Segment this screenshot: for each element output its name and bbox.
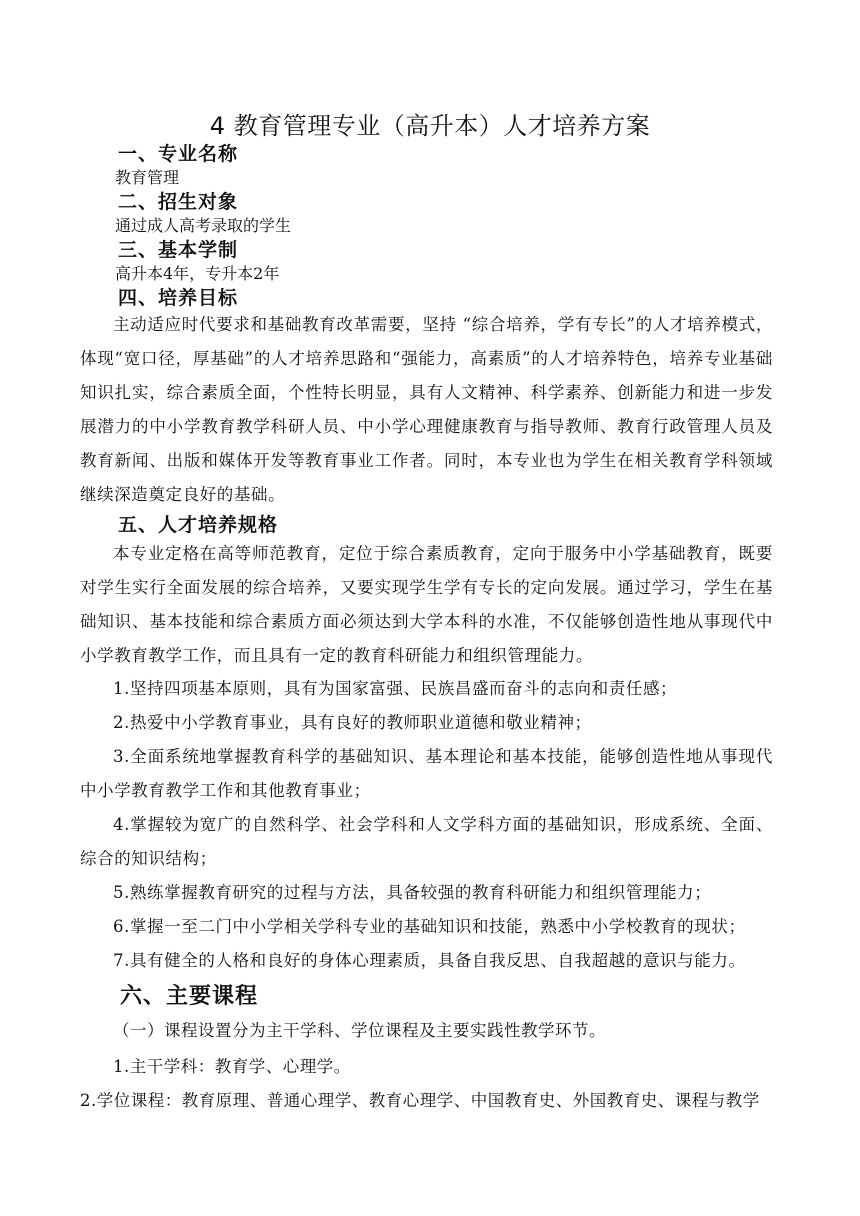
courses-line-3: 2.学位课程：教育原理、普通心理学、教育心理学、中国教育史、外国教育史、课程与教学: [80, 1091, 760, 1110]
courses-line-2: 1.主干学科：教育学、心理学。: [113, 1057, 351, 1076]
section-heading-specifications: 五、人才培养规格: [118, 514, 279, 536]
section-paragraph-objectives: 主动适应时代要求和基础教育改革需要，坚持 “综合培养，学有专长”的人才培养模式，体现“宽口径，厚基础”的人才培养思路和“强能力，高素质”的人才培养特色，培养专业基础知识扎实，综合素质全面，个性特长明显，具有人文精神、科学素养、创新能力和进一步发展潜力的中小学教育教学科研人员、中小学心理健康教育与指导教师、教育行政管理人员及教育新闻、出版和媒体开发等教育事业工作者。同时，本专业也为学生在相关教育学科领域继续深造奠定良好的基础。: [80, 315, 773, 504]
spec-item-2: 2.热爱中小学教育事业，具有良好的教师职业道德和敬业精神；: [113, 713, 592, 732]
section-heading-duration: 三、基本学制: [118, 239, 239, 261]
section-heading-courses: 六、主要课程: [120, 984, 259, 1009]
courses-line-1: （一）课程设置分为主干学科、学位课程及主要实践性教学环节。: [113, 1021, 606, 1040]
spec-item-3: 3.全面系统地掌握教育科学的基础知识、基本理论和基本技能，能够创造性地从事现代中小学教育教学工作和其他教育事业；: [80, 747, 773, 800]
spec-item-7: 7.具有健全的人格和良好的身体心理素质，具备自我反思、自我超越的意识与能力。: [113, 951, 746, 970]
spec-item-5: 5.熟练掌握教育研究的过程与方法，具备较强的教育科研能力和组织管理能力；: [113, 883, 712, 902]
section-heading-enrollment: 二、招生对象: [118, 191, 239, 213]
section-heading-objectives: 四、培养目标: [118, 287, 239, 309]
spec-item-1: 1.坚持四项基本原则，具有为国家富强、民族昌盛而奋斗的志向和责任感；: [113, 679, 678, 698]
section-text-major-name: 教育管理: [115, 168, 180, 187]
spec-item-6: 6.掌握一至二门中小学相关学科专业的基础知识和技能，熟悉中小学校教育的现状；: [113, 917, 746, 936]
section-heading-major-name: 一、专业名称: [118, 143, 239, 165]
document-title: 4 教育管理专业（高升本）人才培养方案: [209, 112, 651, 140]
section-text-enrollment: 通过成人高考录取的学生: [115, 216, 292, 235]
spec-item-4: 4.掌握较为宽广的自然科学、社会学科和人文学科方面的基础知识，形成系统、全面、综合的知识结构；: [80, 815, 773, 868]
section-text-duration: 高升本4年，专升本2年: [115, 264, 280, 283]
section-paragraph-specifications: 本专业定格在高等师范教育，定位于综合素质教育，定向于服务中小学基础教育，既要对学生实行全面发展的综合培养，又要实现学生学有专长的定向发展。通过学习，学生在基础知识、基本技能和综合素质方面必须达到大学本科的水准，不仅能够创造性地从事现代中小学教育教学工作，而且具有一定的教育科研能力和组织管理能力。: [80, 544, 773, 665]
